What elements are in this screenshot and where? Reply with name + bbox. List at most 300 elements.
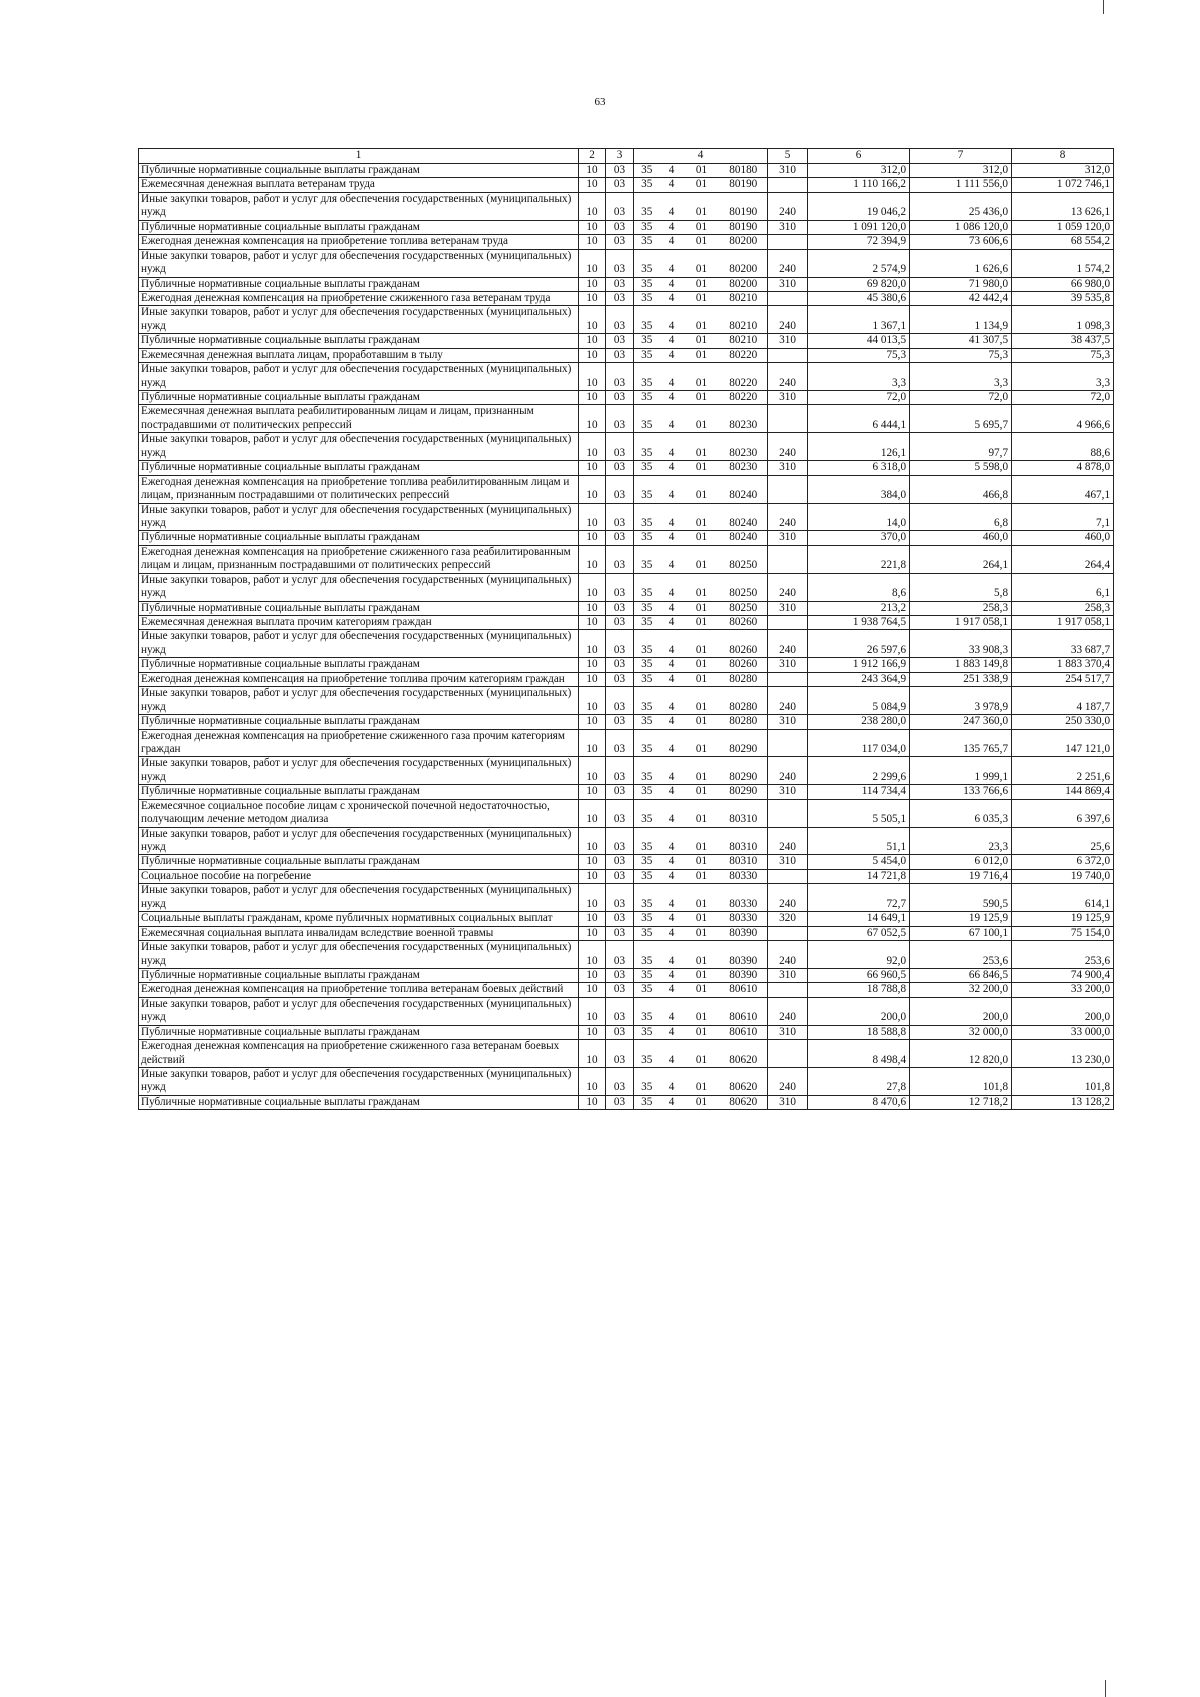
- subsection-code-cell: 03: [606, 391, 634, 405]
- program-code-cell: 35: [634, 220, 660, 234]
- table-row: [139, 827, 1114, 855]
- expense-type-cell: 240: [768, 503, 808, 531]
- amount-col-7-cell: 32 200,0: [910, 983, 1012, 997]
- amount-col-6-cell: 1 091 120,0: [808, 220, 910, 234]
- direction-code-cell: 80190: [720, 192, 768, 220]
- amount-col-7-cell: 466,8: [910, 475, 1012, 503]
- subsection-code-cell: 03: [606, 220, 634, 234]
- table-row: [139, 391, 1114, 405]
- expense-type-cell: 310: [768, 855, 808, 869]
- program-code-cell: 35: [634, 799, 660, 827]
- row-name-cell: Публичные нормативные социальные выплаты гражданам: [139, 220, 579, 234]
- table-row: [139, 616, 1114, 630]
- table-row: [139, 178, 1114, 192]
- expense-type-cell: 310: [768, 968, 808, 982]
- program-code-cell: 35: [634, 715, 660, 729]
- header-col-1: 1: [139, 149, 579, 164]
- amount-col-8-cell: 19 125,9: [1012, 912, 1114, 926]
- amount-col-7-cell: 3,3: [910, 363, 1012, 391]
- program-code-cell: 35: [634, 616, 660, 630]
- amount-col-6-cell: 1 367,1: [808, 306, 910, 334]
- amount-col-8-cell: 33 000,0: [1012, 1025, 1114, 1039]
- expense-type-cell: 240: [768, 249, 808, 277]
- amount-col-8-cell: 1 072 746,1: [1012, 178, 1114, 192]
- subprogram-code-cell: 4: [660, 277, 684, 291]
- amount-col-8-cell: 19 740,0: [1012, 869, 1114, 883]
- subsection-code-cell: 03: [606, 1025, 634, 1039]
- program-code-cell: 35: [634, 277, 660, 291]
- amount-col-7-cell: 71 980,0: [910, 277, 1012, 291]
- page-number: 63: [594, 96, 606, 108]
- amount-col-6-cell: 19 046,2: [808, 192, 910, 220]
- row-name-cell: Иные закупки товаров, работ и услуг для обеспечения государственных (муниципальных) нужд: [139, 941, 579, 969]
- row-name-cell: Публичные нормативные социальные выплаты гражданам: [139, 164, 579, 178]
- subsection-code-cell: 03: [606, 968, 634, 982]
- expense-type-cell: [768, 983, 808, 997]
- expense-type-cell: 320: [768, 912, 808, 926]
- subsection-code-cell: 03: [606, 277, 634, 291]
- header-col-5: 5: [768, 149, 808, 164]
- subprogram-code-cell: 4: [660, 475, 684, 503]
- measure-code-cell: 01: [684, 235, 720, 249]
- amount-col-8-cell: 66 980,0: [1012, 277, 1114, 291]
- row-name-cell: Ежегодная денежная компенсация на приобретение сжиженного газа прочим категориям граждан: [139, 729, 579, 757]
- amount-col-7-cell: 253,6: [910, 941, 1012, 969]
- section-code-cell: 10: [579, 573, 606, 601]
- amount-col-8-cell: 3,3: [1012, 363, 1114, 391]
- expense-type-cell: 310: [768, 461, 808, 475]
- subsection-code-cell: 03: [606, 757, 634, 785]
- amount-col-6-cell: 1 912 166,9: [808, 658, 910, 672]
- section-code-cell: 10: [579, 1040, 606, 1068]
- direction-code-cell: 80310: [720, 799, 768, 827]
- program-code-cell: 35: [634, 178, 660, 192]
- measure-code-cell: 01: [684, 334, 720, 348]
- row-name-cell: Иные закупки товаров, работ и услуг для обеспечения государственных (муниципальных) нужд: [139, 827, 579, 855]
- amount-col-8-cell: 1 917 058,1: [1012, 616, 1114, 630]
- direction-code-cell: 80310: [720, 855, 768, 869]
- amount-col-6-cell: 8 498,4: [808, 1040, 910, 1068]
- amount-col-8-cell: 2 251,6: [1012, 757, 1114, 785]
- amount-col-6-cell: 126,1: [808, 433, 910, 461]
- header-col-4: 4: [634, 149, 768, 164]
- amount-col-7-cell: 66 846,5: [910, 968, 1012, 982]
- subsection-code-cell: 03: [606, 1040, 634, 1068]
- subprogram-code-cell: 4: [660, 348, 684, 362]
- program-code-cell: 35: [634, 1068, 660, 1096]
- amount-col-6-cell: 14,0: [808, 503, 910, 531]
- expense-type-cell: 240: [768, 192, 808, 220]
- expense-type-cell: 310: [768, 220, 808, 234]
- program-code-cell: 35: [634, 573, 660, 601]
- program-code-cell: 35: [634, 997, 660, 1025]
- amount-col-8-cell: 13 626,1: [1012, 192, 1114, 220]
- amount-col-7-cell: 67 100,1: [910, 926, 1012, 940]
- subprogram-code-cell: 4: [660, 884, 684, 912]
- amount-col-7-cell: 200,0: [910, 997, 1012, 1025]
- program-code-cell: 35: [634, 687, 660, 715]
- subsection-code-cell: 03: [606, 573, 634, 601]
- measure-code-cell: 01: [684, 545, 720, 573]
- amount-col-6-cell: 8 470,6: [808, 1095, 910, 1109]
- measure-code-cell: 01: [684, 178, 720, 192]
- expense-type-cell: [768, 729, 808, 757]
- row-name-cell: Публичные нормативные социальные выплаты гражданам: [139, 531, 579, 545]
- row-name-cell: Иные закупки товаров, работ и услуг для обеспечения государственных (муниципальных) нужд: [139, 630, 579, 658]
- program-code-cell: 35: [634, 658, 660, 672]
- measure-code-cell: 01: [684, 926, 720, 940]
- subprogram-code-cell: 4: [660, 912, 684, 926]
- row-name-cell: Иные закупки товаров, работ и услуг для обеспечения государственных (муниципальных) нужд: [139, 757, 579, 785]
- subsection-code-cell: 03: [606, 503, 634, 531]
- subprogram-code-cell: 4: [660, 827, 684, 855]
- expense-type-cell: 310: [768, 1095, 808, 1109]
- section-code-cell: 10: [579, 757, 606, 785]
- amount-col-7-cell: 12 718,2: [910, 1095, 1012, 1109]
- subsection-code-cell: 03: [606, 192, 634, 220]
- amount-col-6-cell: 14 649,1: [808, 912, 910, 926]
- section-code-cell: 10: [579, 715, 606, 729]
- amount-col-6-cell: 69 820,0: [808, 277, 910, 291]
- subprogram-code-cell: 4: [660, 235, 684, 249]
- table-row: [139, 855, 1114, 869]
- section-code-cell: 10: [579, 531, 606, 545]
- amount-col-6-cell: 6 318,0: [808, 461, 910, 475]
- expense-type-cell: 240: [768, 997, 808, 1025]
- measure-code-cell: 01: [684, 220, 720, 234]
- table-row: [139, 715, 1114, 729]
- program-code-cell: 35: [634, 235, 660, 249]
- amount-col-7-cell: 101,8: [910, 1068, 1012, 1096]
- expense-type-cell: [768, 799, 808, 827]
- row-name-cell: Ежегодная денежная компенсация на приобретение топлива реабилитированным лицам и лицам, признанным пострадавшими от политических репрессий: [139, 475, 579, 503]
- subprogram-code-cell: 4: [660, 545, 684, 573]
- amount-col-8-cell: 33 200,0: [1012, 983, 1114, 997]
- amount-col-7-cell: 135 765,7: [910, 729, 1012, 757]
- subprogram-code-cell: 4: [660, 729, 684, 757]
- amount-col-8-cell: 88,6: [1012, 433, 1114, 461]
- section-code-cell: 10: [579, 475, 606, 503]
- amount-col-8-cell: 250 330,0: [1012, 715, 1114, 729]
- amount-col-7-cell: 590,5: [910, 884, 1012, 912]
- amount-col-7-cell: 33 908,3: [910, 630, 1012, 658]
- measure-code-cell: 01: [684, 531, 720, 545]
- row-name-cell: Публичные нормативные социальные выплаты гражданам: [139, 658, 579, 672]
- table-row: [139, 433, 1114, 461]
- section-code-cell: 10: [579, 433, 606, 461]
- amount-col-7-cell: 460,0: [910, 531, 1012, 545]
- subprogram-code-cell: 4: [660, 983, 684, 997]
- amount-col-6-cell: 5 084,9: [808, 687, 910, 715]
- expense-type-cell: 240: [768, 884, 808, 912]
- amount-col-8-cell: 467,1: [1012, 475, 1114, 503]
- amount-col-8-cell: 75 154,0: [1012, 926, 1114, 940]
- section-code-cell: 10: [579, 616, 606, 630]
- direction-code-cell: 80330: [720, 869, 768, 883]
- program-code-cell: 35: [634, 869, 660, 883]
- measure-code-cell: 01: [684, 729, 720, 757]
- expense-type-cell: 240: [768, 1068, 808, 1096]
- table-row: [139, 729, 1114, 757]
- measure-code-cell: 01: [684, 503, 720, 531]
- subsection-code-cell: 03: [606, 306, 634, 334]
- measure-code-cell: 01: [684, 968, 720, 982]
- row-name-cell: Ежегодная денежная компенсация на приобретение сжиженного газа ветеранам боевых действий: [139, 1040, 579, 1068]
- amount-col-7-cell: 6 035,3: [910, 799, 1012, 827]
- amount-col-7-cell: 5 598,0: [910, 461, 1012, 475]
- direction-code-cell: 80210: [720, 291, 768, 305]
- expense-type-cell: 310: [768, 531, 808, 545]
- amount-col-7-cell: 1 626,6: [910, 249, 1012, 277]
- subsection-code-cell: 03: [606, 531, 634, 545]
- measure-code-cell: 01: [684, 827, 720, 855]
- table-row: [139, 785, 1114, 799]
- subsection-code-cell: 03: [606, 1068, 634, 1096]
- section-code-cell: 10: [579, 785, 606, 799]
- table-row: [139, 475, 1114, 503]
- amount-col-7-cell: 19 125,9: [910, 912, 1012, 926]
- amount-col-8-cell: 1 574,2: [1012, 249, 1114, 277]
- expense-type-cell: 310: [768, 1025, 808, 1039]
- program-code-cell: 35: [634, 475, 660, 503]
- row-name-cell: Публичные нормативные социальные выплаты гражданам: [139, 1025, 579, 1039]
- subprogram-code-cell: 4: [660, 715, 684, 729]
- amount-col-7-cell: 312,0: [910, 164, 1012, 178]
- amount-col-8-cell: 13 230,0: [1012, 1040, 1114, 1068]
- subprogram-code-cell: 4: [660, 997, 684, 1025]
- subprogram-code-cell: 4: [660, 785, 684, 799]
- row-name-cell: Социальное пособие на погребение: [139, 869, 579, 883]
- amount-col-6-cell: 51,1: [808, 827, 910, 855]
- amount-col-8-cell: 1 098,3: [1012, 306, 1114, 334]
- table-row: [139, 912, 1114, 926]
- program-code-cell: 35: [634, 912, 660, 926]
- budget-table: [138, 148, 1114, 1110]
- direction-code-cell: 80280: [720, 672, 768, 686]
- section-code-cell: 10: [579, 912, 606, 926]
- row-name-cell: Ежемесячная социальная выплата инвалидам вследствие военной травмы: [139, 926, 579, 940]
- subprogram-code-cell: 4: [660, 433, 684, 461]
- amount-col-6-cell: 18 588,8: [808, 1025, 910, 1039]
- table-row: [139, 1068, 1114, 1096]
- row-name-cell: Ежемесячная денежная выплата прочим категориям граждан: [139, 616, 579, 630]
- direction-code-cell: 80280: [720, 715, 768, 729]
- table-row: [139, 630, 1114, 658]
- measure-code-cell: 01: [684, 277, 720, 291]
- amount-col-8-cell: 1 059 120,0: [1012, 220, 1114, 234]
- amount-col-6-cell: 5 454,0: [808, 855, 910, 869]
- amount-col-7-cell: 1 134,9: [910, 306, 1012, 334]
- subsection-code-cell: 03: [606, 405, 634, 433]
- amount-col-8-cell: 1 883 370,4: [1012, 658, 1114, 672]
- row-name-cell: Публичные нормативные социальные выплаты гражданам: [139, 785, 579, 799]
- program-code-cell: 35: [634, 291, 660, 305]
- expense-type-cell: [768, 178, 808, 192]
- row-name-cell: Иные закупки товаров, работ и услуг для обеспечения государственных (муниципальных) нужд: [139, 433, 579, 461]
- program-code-cell: 35: [634, 983, 660, 997]
- subprogram-code-cell: 4: [660, 405, 684, 433]
- program-code-cell: 35: [634, 306, 660, 334]
- amount-col-6-cell: 238 280,0: [808, 715, 910, 729]
- measure-code-cell: 01: [684, 997, 720, 1025]
- amount-col-7-cell: 73 606,6: [910, 235, 1012, 249]
- header-col-8: 8: [1012, 149, 1114, 164]
- measure-code-cell: 01: [684, 1025, 720, 1039]
- direction-code-cell: 80200: [720, 277, 768, 291]
- subprogram-code-cell: 4: [660, 869, 684, 883]
- subsection-code-cell: 03: [606, 672, 634, 686]
- subprogram-code-cell: 4: [660, 799, 684, 827]
- section-code-cell: 10: [579, 884, 606, 912]
- section-code-cell: 10: [579, 968, 606, 982]
- expense-type-cell: [768, 869, 808, 883]
- subprogram-code-cell: 4: [660, 601, 684, 615]
- section-code-cell: 10: [579, 941, 606, 969]
- expense-type-cell: 310: [768, 277, 808, 291]
- subsection-code-cell: 03: [606, 630, 634, 658]
- section-code-cell: 10: [579, 869, 606, 883]
- program-code-cell: 35: [634, 164, 660, 178]
- amount-col-6-cell: 26 597,6: [808, 630, 910, 658]
- table-row: [139, 997, 1114, 1025]
- table-row: [139, 884, 1114, 912]
- amount-col-7-cell: 42 442,4: [910, 291, 1012, 305]
- amount-col-7-cell: 1 086 120,0: [910, 220, 1012, 234]
- section-code-cell: 10: [579, 658, 606, 672]
- row-name-cell: Публичные нормативные социальные выплаты гражданам: [139, 461, 579, 475]
- subprogram-code-cell: 4: [660, 178, 684, 192]
- direction-code-cell: 80290: [720, 729, 768, 757]
- subsection-code-cell: 03: [606, 855, 634, 869]
- subsection-code-cell: 03: [606, 249, 634, 277]
- amount-col-6-cell: 72,0: [808, 391, 910, 405]
- table-row: [139, 235, 1114, 249]
- row-name-cell: Ежемесячная денежная выплата ветеранам труда: [139, 178, 579, 192]
- program-code-cell: 35: [634, 363, 660, 391]
- table-row: [139, 545, 1114, 573]
- expense-type-cell: 310: [768, 715, 808, 729]
- direction-code-cell: 80290: [720, 757, 768, 785]
- amount-col-8-cell: 13 128,2: [1012, 1095, 1114, 1109]
- section-code-cell: 10: [579, 799, 606, 827]
- amount-col-7-cell: 97,7: [910, 433, 1012, 461]
- subsection-code-cell: 03: [606, 687, 634, 715]
- subprogram-code-cell: 4: [660, 531, 684, 545]
- program-code-cell: 35: [634, 348, 660, 362]
- table-row: [139, 277, 1114, 291]
- amount-col-8-cell: 6 397,6: [1012, 799, 1114, 827]
- direction-code-cell: 80220: [720, 391, 768, 405]
- program-code-cell: 35: [634, 855, 660, 869]
- table-row: [139, 926, 1114, 940]
- subsection-code-cell: 03: [606, 912, 634, 926]
- table-row: [139, 757, 1114, 785]
- expense-type-cell: [768, 348, 808, 362]
- direction-code-cell: 80250: [720, 601, 768, 615]
- expense-type-cell: [768, 672, 808, 686]
- direction-code-cell: 80240: [720, 475, 768, 503]
- amount-col-8-cell: 101,8: [1012, 1068, 1114, 1096]
- row-name-cell: Иные закупки товаров, работ и услуг для обеспечения государственных (муниципальных) нужд: [139, 997, 579, 1025]
- subsection-code-cell: 03: [606, 869, 634, 883]
- program-code-cell: 35: [634, 545, 660, 573]
- row-name-cell: Иные закупки товаров, работ и услуг для обеспечения государственных (муниципальных) нужд: [139, 573, 579, 601]
- subprogram-code-cell: 4: [660, 334, 684, 348]
- program-code-cell: 35: [634, 192, 660, 220]
- table-row: [139, 941, 1114, 969]
- measure-code-cell: 01: [684, 715, 720, 729]
- amount-col-6-cell: 3,3: [808, 363, 910, 391]
- row-name-cell: Иные закупки товаров, работ и услуг для обеспечения государственных (муниципальных) нужд: [139, 1068, 579, 1096]
- table-row: [139, 687, 1114, 715]
- row-name-cell: Публичные нормативные социальные выплаты гражданам: [139, 277, 579, 291]
- section-code-cell: 10: [579, 855, 606, 869]
- program-code-cell: 35: [634, 1040, 660, 1068]
- subprogram-code-cell: 4: [660, 672, 684, 686]
- table-row: [139, 869, 1114, 883]
- amount-col-6-cell: 200,0: [808, 997, 910, 1025]
- subsection-code-cell: 03: [606, 235, 634, 249]
- direction-code-cell: 80620: [720, 1095, 768, 1109]
- amount-col-8-cell: 72,0: [1012, 391, 1114, 405]
- measure-code-cell: 01: [684, 475, 720, 503]
- direction-code-cell: 80210: [720, 334, 768, 348]
- table-row: [139, 334, 1114, 348]
- direction-code-cell: 80620: [720, 1068, 768, 1096]
- subprogram-code-cell: 4: [660, 461, 684, 475]
- amount-col-7-cell: 25 436,0: [910, 192, 1012, 220]
- expense-type-cell: [768, 291, 808, 305]
- amount-col-8-cell: 6,1: [1012, 573, 1114, 601]
- measure-code-cell: 01: [684, 164, 720, 178]
- direction-code-cell: 80610: [720, 997, 768, 1025]
- subsection-code-cell: 03: [606, 785, 634, 799]
- program-code-cell: 35: [634, 884, 660, 912]
- amount-col-8-cell: 4 878,0: [1012, 461, 1114, 475]
- section-code-cell: 10: [579, 687, 606, 715]
- direction-code-cell: 80250: [720, 545, 768, 573]
- subsection-code-cell: 03: [606, 941, 634, 969]
- amount-col-7-cell: 19 716,4: [910, 869, 1012, 883]
- measure-code-cell: 01: [684, 855, 720, 869]
- subsection-code-cell: 03: [606, 997, 634, 1025]
- measure-code-cell: 01: [684, 192, 720, 220]
- row-name-cell: Иные закупки товаров, работ и услуг для обеспечения государственных (муниципальных) нужд: [139, 192, 579, 220]
- row-name-cell: Публичные нормативные социальные выплаты гражданам: [139, 334, 579, 348]
- table-row: [139, 672, 1114, 686]
- amount-col-8-cell: 258,3: [1012, 601, 1114, 615]
- table-row: [139, 601, 1114, 615]
- subprogram-code-cell: 4: [660, 192, 684, 220]
- subsection-code-cell: 03: [606, 827, 634, 855]
- amount-col-8-cell: 264,4: [1012, 545, 1114, 573]
- table-row: [139, 461, 1114, 475]
- section-code-cell: 10: [579, 545, 606, 573]
- amount-col-6-cell: 243 364,9: [808, 672, 910, 686]
- section-code-cell: 10: [579, 192, 606, 220]
- section-code-cell: 10: [579, 363, 606, 391]
- subsection-code-cell: 03: [606, 433, 634, 461]
- amount-col-8-cell: 460,0: [1012, 531, 1114, 545]
- amount-col-8-cell: 33 687,7: [1012, 630, 1114, 658]
- program-code-cell: 35: [634, 630, 660, 658]
- scan-edge-mark-top: [1103, 0, 1104, 14]
- measure-code-cell: 01: [684, 884, 720, 912]
- expense-type-cell: 240: [768, 433, 808, 461]
- section-code-cell: 10: [579, 461, 606, 475]
- measure-code-cell: 01: [684, 983, 720, 997]
- table-row: [139, 799, 1114, 827]
